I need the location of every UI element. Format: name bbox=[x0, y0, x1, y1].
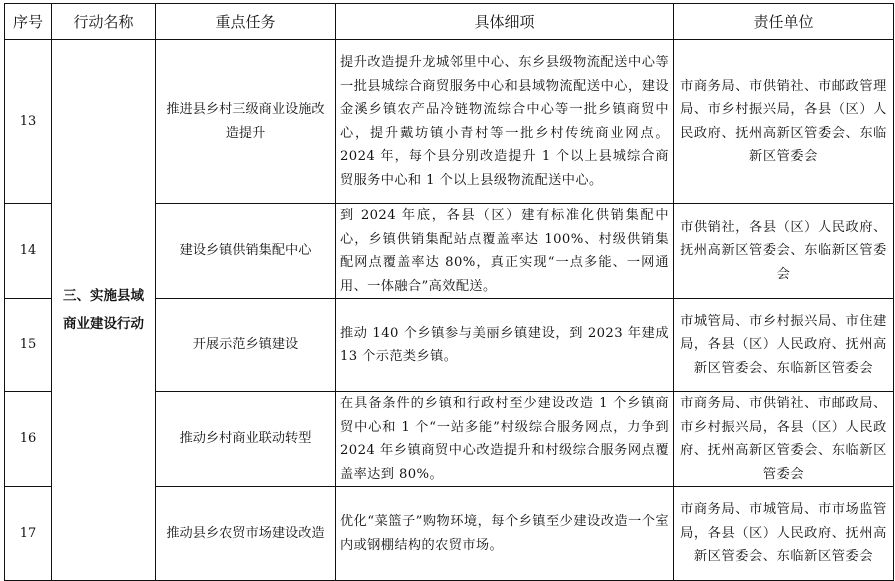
row-num: 16 bbox=[5, 392, 52, 487]
row-task: 开展示范乡镇建设 bbox=[156, 299, 336, 392]
row-unit: 市供销社，各县（区）人民政府、抚州高新区管委会、东临新区管委会 bbox=[674, 204, 894, 299]
header-row bbox=[5, 4, 894, 40]
row-unit: 市商务局、市供销社、市邮政管理局、市乡村振兴局，各县（区）人民政府、抚州高新区管委会、东临新区管委会 bbox=[674, 40, 894, 204]
header-task: 重点任务 bbox=[156, 4, 336, 40]
row-num: 17 bbox=[5, 487, 52, 581]
row-num: 13 bbox=[5, 40, 52, 204]
row-task: 推动县乡农贸市场建设改造 bbox=[156, 487, 336, 581]
row-detail: 到 2024 年底，各县（区）建有标准化供销集配中心，乡镇供销集配站点覆盖率达 100%、村级供销集配网点覆盖率达 80%，真正实现“一点多能、一网通用、一体融合”高效配送。 bbox=[336, 204, 674, 299]
row-detail: 在具备条件的乡镇和行政村至少建设改造 1 个乡镇商贸中心和 1 个“一站多能”村级综合服务网点，力争到 2024 年乡镇商贸中心改造提升和村级综合服务网点覆盖率达到 80%。 bbox=[336, 392, 674, 487]
table-row bbox=[5, 40, 894, 204]
row-detail: 提升改造提升龙城邻里中心、东乡县级物流配送中心等一批县城综合商贸服务中心和县域物流配送中心，建设金溪乡镇农产品冷链物流综合中心等一批乡镇商贸中心，提升戴坊镇小青村等一批乡村传统商业网点。2024 年，每个县分别改造提升 1 个以上县城综合商贸服务中心和 1 个以上县级物流配送中心。 bbox=[336, 40, 674, 204]
header-unit: 责任单位 bbox=[674, 4, 894, 40]
header-num: 序号 bbox=[5, 4, 52, 40]
row-detail: 优化“菜篮子”购物环境，每个乡镇至少建设改造一个室内或钢棚结构的农贸市场。 bbox=[336, 487, 674, 581]
header-action: 行动名称 bbox=[52, 4, 156, 40]
action-plan-table bbox=[4, 3, 894, 581]
row-num: 15 bbox=[5, 299, 52, 392]
row-task: 推进县乡村三级商业设施改造提升 bbox=[156, 40, 336, 204]
row-task: 推动乡村商业联动转型 bbox=[156, 392, 336, 487]
row-unit: 市城管局、市乡村振兴局、市住建局，各县（区）人民政府、抚州高新区管委会、东临新区管委会 bbox=[674, 299, 894, 392]
row-unit: 市商务局、市供销社、市邮政局、市乡村振兴局，各县（区）人民政府、抚州高新区管委会、东临新区管委会 bbox=[674, 392, 894, 487]
action-group-name: 三、实施县域商业建设行动 bbox=[52, 40, 156, 581]
header-detail: 具体细项 bbox=[336, 4, 674, 40]
row-detail: 推动 140 个乡镇参与美丽乡镇建设，到 2023 年建成 13 个示范类乡镇。 bbox=[336, 299, 674, 392]
row-unit: 市商务局、市城管局、市市场监管局，各县（区）人民政府、抚州高新区管委会、东临新区管委会 bbox=[674, 487, 894, 581]
row-task: 建设乡镇供销集配中心 bbox=[156, 204, 336, 299]
row-num: 14 bbox=[5, 204, 52, 299]
